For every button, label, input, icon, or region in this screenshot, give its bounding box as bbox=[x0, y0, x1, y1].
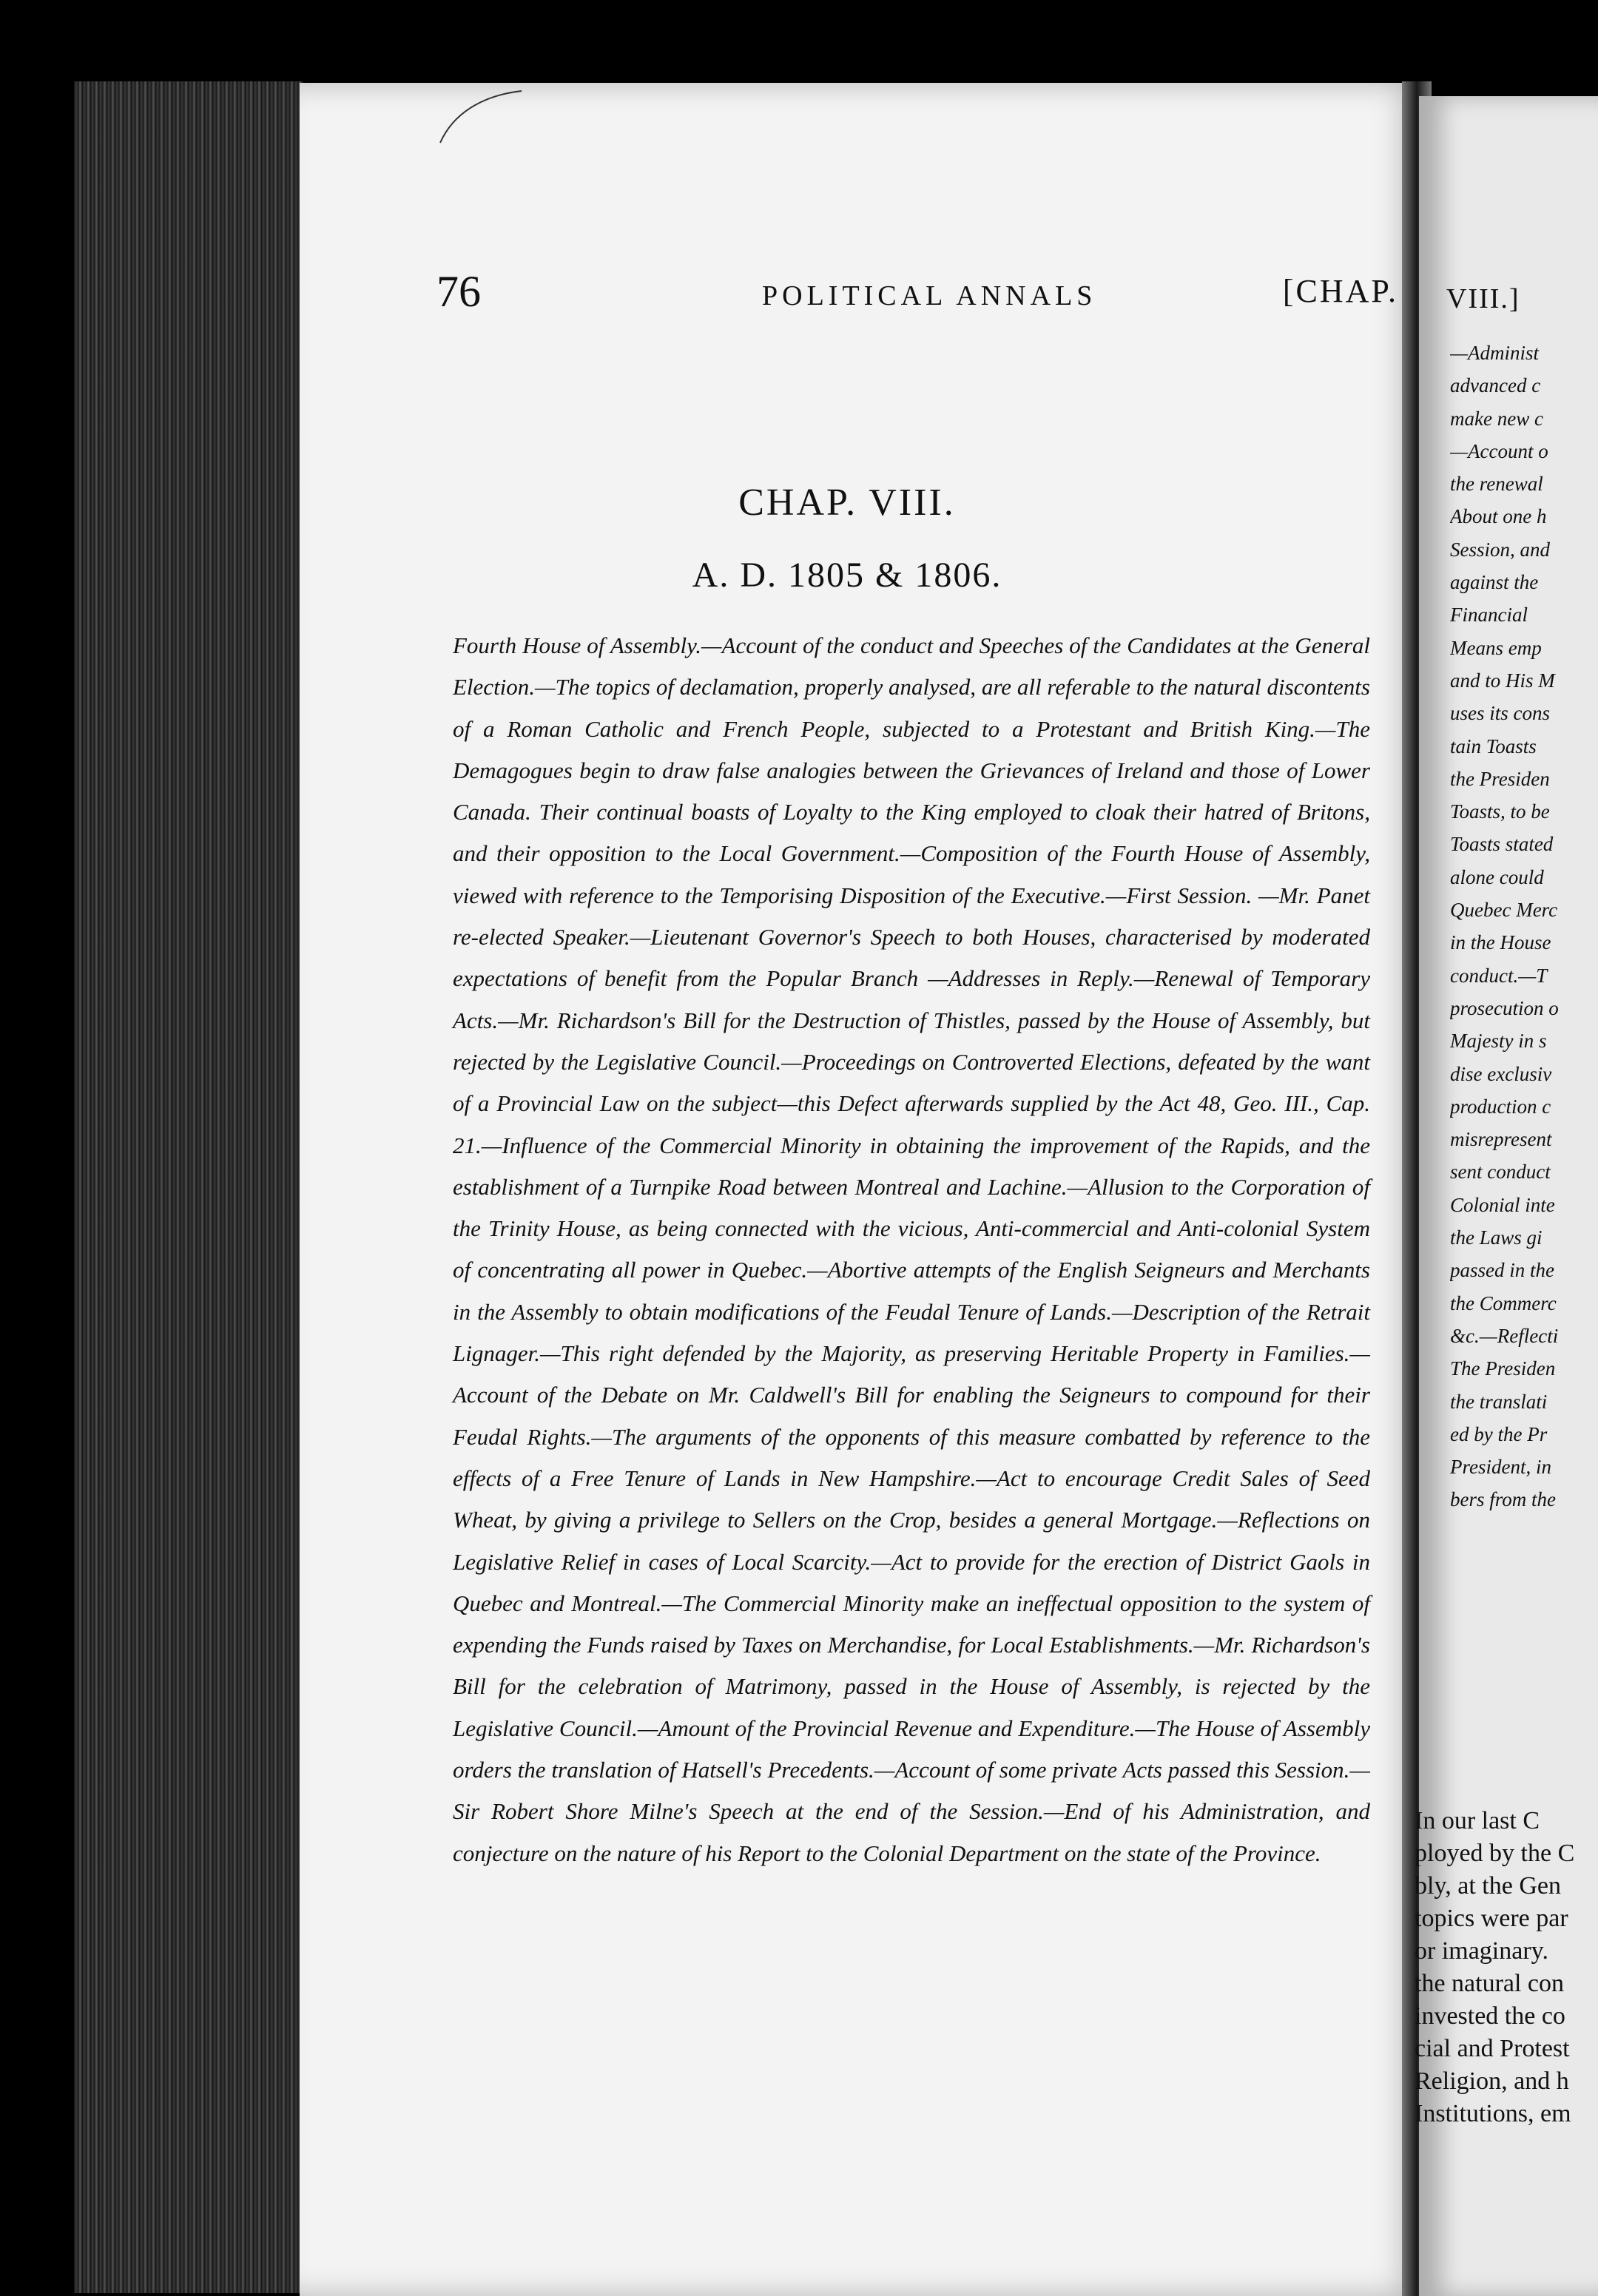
right-summary-line: the Commerc bbox=[1450, 1292, 1557, 1314]
right-body-line: cial and Protest bbox=[1415, 2035, 1570, 2062]
right-summary-line: &c.—Reflecti bbox=[1450, 1324, 1559, 1347]
pen-mark bbox=[436, 87, 525, 146]
right-body-line: Institutions, em bbox=[1415, 2100, 1571, 2127]
right-summary-line: Financial bbox=[1450, 604, 1528, 627]
right-summary-line: Majesty in s bbox=[1450, 1030, 1547, 1053]
right-summary-line: Quebec Merc bbox=[1450, 899, 1558, 922]
right-body-line: ployed by the C bbox=[1415, 1840, 1575, 1867]
running-chapter: [CHAP. bbox=[1282, 273, 1398, 309]
right-running-chapter: VIII.] bbox=[1446, 283, 1520, 314]
right-body-line: In our last C bbox=[1415, 1807, 1540, 1834]
right-summary-line: Toasts, to be bbox=[1450, 800, 1550, 823]
right-summary bbox=[1450, 337, 1598, 1516]
right-body-line: Religion, and h bbox=[1415, 2067, 1569, 2095]
page-header bbox=[436, 266, 1398, 318]
right-summary-line: sent conduct bbox=[1450, 1161, 1551, 1184]
right-summary-line: against the bbox=[1450, 571, 1539, 594]
right-summary-line: the translati bbox=[1450, 1390, 1548, 1413]
right-summary-line: make new c bbox=[1450, 407, 1543, 430]
right-summary-line: the Laws gi bbox=[1450, 1226, 1543, 1249]
right-summary-line: The Presiden bbox=[1450, 1357, 1556, 1380]
right-summary-line: President, in bbox=[1450, 1456, 1551, 1479]
book-page-edges bbox=[74, 81, 303, 2293]
page-number: 76 bbox=[436, 267, 481, 316]
right-summary-line: the renewal bbox=[1450, 473, 1543, 496]
right-summary-line: —Account o bbox=[1450, 439, 1548, 462]
right-summary-line: misrepresent bbox=[1450, 1128, 1552, 1151]
right-summary-line: —Administ bbox=[1450, 342, 1540, 364]
right-body-line: the natural con bbox=[1415, 1970, 1565, 1997]
right-body-text bbox=[1415, 1805, 1598, 2130]
right-summary-line: ed by the Pr bbox=[1450, 1422, 1548, 1445]
right-summary-line: production c bbox=[1450, 1095, 1551, 1118]
right-summary-line: conduct.—T bbox=[1450, 964, 1548, 987]
right-summary-line: advanced c bbox=[1450, 374, 1541, 397]
right-summary-line: in the House bbox=[1450, 931, 1551, 954]
right-summary-line: dise exclusiv bbox=[1450, 1062, 1552, 1085]
right-summary-line: prosecution o bbox=[1450, 996, 1559, 1019]
right-body-line: invested the co bbox=[1415, 2002, 1565, 2030]
right-summary-line: Colonial inte bbox=[1450, 1193, 1555, 1216]
right-body-line: or imaginary. bbox=[1415, 1937, 1548, 1965]
right-body-line: topics were par bbox=[1415, 1905, 1568, 1932]
right-summary-line: bers from the bbox=[1450, 1488, 1556, 1511]
right-summary-line: uses its cons bbox=[1450, 702, 1550, 725]
right-summary-line: the Presiden bbox=[1450, 767, 1550, 790]
right-summary-line: and to His M bbox=[1450, 669, 1555, 692]
chapter-date: A. D. 1805 & 1806. bbox=[692, 556, 1002, 595]
right-summary-line: Session, and bbox=[1450, 538, 1550, 561]
chapter-summary: Fourth House of Assembly.—Account of the conduct and Speeches of the Candidates at the General Election.—The topics of declamation, properly analysed, are all referable to the natural discontents of a Roman Catholic and French People, subjected to a Protestant and British King.—The Demagogues begin to draw false analogies between the Grievances of Ireland and those of Lower Canada. Their continual boasts of Loyalty to the King employed to cloak their hatred of Britons, and their opposition to the Local Government.—Composition of the Fourth House of Assembly, viewed with reference to the Temporising Disposition of the Executive.—First Session. —Mr. Panet re-elected Speaker.—Lieutenant Governor's Speech to both Houses, characterised by moderated expectations of benefit from the Popular Branch —Addresses in Reply.—Renewal of Temporary Acts.—Mr. Richardson's Bill for the Destruction of Thistles, passed by the House of Assembly, but rejected by the Legislative Council.—Proceedings on Controverted Elections, defeated by the want of a Provincial Law on the subject—this Defect afterwards supplied by the Act 48, Geo. III., Cap. 21.—Influence of the Commercial Minority in obtaining the improvement of the Rapids, and the establishment of a Turnpike Road between Montreal and Lachine.—Allusion to the Corporation of the Trinity House, as being connected with the vicious, Anti-commercial and Anti-colonial System of concentrating all power in Quebec.—Abortive attempts of the English Seigneurs and Merchants in the Assembly to obtain modifications of the Feudal Tenure of Lands.—Description of the Retrait Lignager.—This right defended by the Majority, as preserving Heritable Property in Families.—Account of the Debate on Mr. Caldwell's Bill for enabling the Seigneurs to compound for their Feudal Rights.—The arguments of the opponents of this measure combatted by reference to the effects of a Free Tenure of Lands in New Hampshire.—Act to encourage Credit Sales of Seed Wheat, by giving a privilege to Sellers on the Crop, besides a general Mortgage.—Reflections on Legislative Relief in cases of Local Scarcity.—Act to provide for the erection of District Gaols in Quebec and Montreal.—The Commercial Minority make an ineffectual opposition to the system of expending the Funds raised by Taxes on Merchandise, for Local Establishments.—Mr. Richardson's Bill for the celebration of Matrimony, passed in the House of Assembly, is rejected by the Legislative Council.—Amount of the Provincial Revenue and Expenditure.—The House of Assembly orders the translation of Hatsell's Precedents.—Account of some private Acts passed this Session.—Sir Robert Shore Milne's Speech at the end of the Session.—End of his Administration, and conjecture on the nature of his Report to the Colonial Department on the state of the Province. bbox=[453, 632, 1370, 1866]
chapter-title: CHAP. VIII. bbox=[738, 482, 956, 524]
right-body-line: bly, at the Gen bbox=[1415, 1872, 1561, 1900]
right-summary-line: Means emp bbox=[1450, 636, 1542, 659]
right-summary-line: tain Toasts bbox=[1450, 735, 1537, 757]
right-summary-line: Toasts stated bbox=[1450, 833, 1554, 856]
right-summary-line: About one h bbox=[1450, 505, 1547, 528]
running-title: POLITICAL ANNALS bbox=[762, 280, 1097, 311]
right-summary-line: alone could bbox=[1450, 865, 1544, 888]
right-summary-line: passed in the bbox=[1450, 1259, 1554, 1282]
